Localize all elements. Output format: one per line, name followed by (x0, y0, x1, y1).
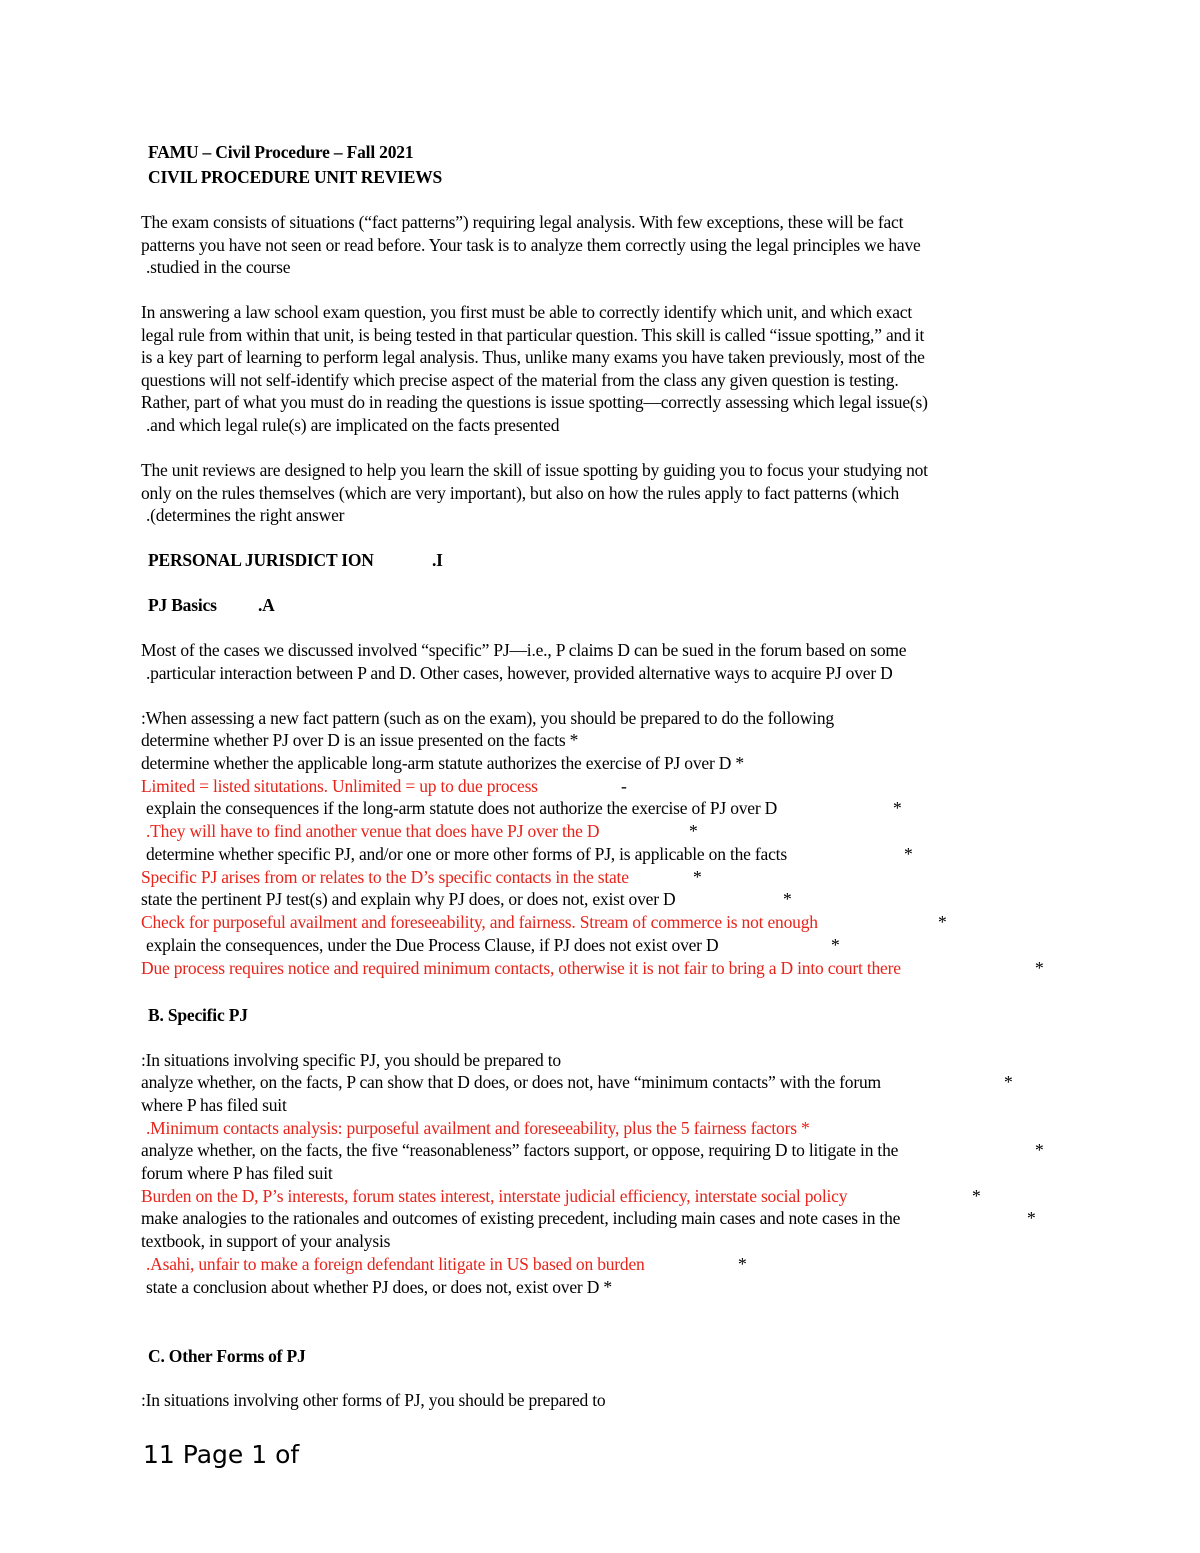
bullet-star: * (972, 1186, 981, 1206)
list-item-note: Limited = listed situtations. Unlimited = up to due process (141, 776, 538, 796)
list-item: analyze whether, on the facts, P can show that D does, or does not, have “minimum contacts” with the forum (141, 1072, 881, 1092)
doc-header-line2: CIVIL PROCEDURE UNIT REVIEWS (148, 167, 443, 187)
intro-p3-line: .(determines the right answer (146, 505, 345, 525)
list-item: textbook, in support of your analysis (141, 1231, 391, 1251)
bullet-star: * (1035, 958, 1044, 978)
list-item: determine whether PJ over D is an issue presented on the facts * (141, 730, 579, 750)
list-item-note: Due process requires notice and required minimum contacts, otherwise it is not fair to bring a D into court there (141, 958, 901, 978)
bullet-star: * (1035, 1140, 1044, 1160)
list-lead: :When assessing a new fact pattern (such as on the exam), you should be prepared to do the following (141, 708, 834, 728)
list-item-note: .They will have to find another venue that does have PJ over the D (146, 821, 600, 841)
intro-p2-line: In answering a law school exam question, you first must be able to correctly identify which unit, and which exact (141, 302, 913, 322)
subsection-heading: B. Specific PJ (148, 1005, 248, 1025)
list-item: analyze whether, on the facts, the five “reasonableness” factors support, or oppose, requiring D to litigate in the (141, 1140, 899, 1160)
subsection-heading: C. Other Forms of PJ (148, 1346, 306, 1366)
intro-p2-line: legal rule from within that unit, is being tested in that particular question. This skill is called “issue spotting,” and it (141, 325, 925, 345)
intro-p2-line: questions will not self-identify which precise aspect of the material from the class any given question is testing. (141, 370, 899, 390)
subsection-heading: PJ Basics (148, 595, 217, 615)
list-item: forum where P has filed suit (141, 1163, 333, 1183)
list-lead: :In situations involving specific PJ, you should be prepared to (141, 1050, 561, 1070)
intro-p3-line: only on the rules themselves (which are very important), but also on how the rules apply to fact patterns (which (141, 483, 900, 503)
list-item: state the pertinent PJ test(s) and explain why PJ does, or does not, exist over D (141, 889, 676, 909)
list-item: where P has filed suit (141, 1095, 287, 1115)
intro-p1-line: patterns you have not seen or read before. Your task is to analyze them correctly using the legal principles we have (141, 235, 921, 255)
bullet-star: * (831, 935, 840, 955)
list-item-note: Specific PJ arises from or relates to the D’s specific contacts in the state (141, 867, 629, 887)
paragraph-line: Most of the cases we discussed involved “specific” PJ—i.e., P claims D can be sued in the forum based on some (141, 640, 907, 660)
intro-p1-line: .studied in the course (146, 257, 291, 277)
list-item: make analogies to the rationales and outcomes of existing precedent, including main cases and note cases in the (141, 1208, 901, 1228)
bullet-star: * (1004, 1072, 1013, 1092)
list-lead: :In situations involving other forms of PJ, you should be prepared to (141, 1390, 606, 1410)
list-item: state a conclusion about whether PJ does, or does not, exist over D * (146, 1277, 612, 1297)
list-item: explain the consequences if the long-arm statute does not authorize the exercise of PJ over D (146, 798, 778, 818)
bullet-star: * (1027, 1208, 1036, 1228)
bullet-star: * (938, 912, 947, 932)
list-item-note: .Minimum contacts analysis: purposeful availment and foreseeability, plus the 5 fairness factors * (146, 1118, 810, 1138)
page-footer: 11 Page 1 of (143, 1440, 300, 1469)
list-item: explain the consequences, under the Due Process Clause, if PJ does not exist over D (146, 935, 719, 955)
intro-p3-line: The unit reviews are designed to help you learn the skill of issue spotting by guiding you to focus your studying not (141, 460, 928, 480)
bullet-star: * (904, 844, 913, 864)
intro-p1-line: The exam consists of situations (“fact patterns”) requiring legal analysis. With few exceptions, these will be fact (141, 212, 904, 232)
intro-p2-line: is a key part of learning to perform legal analysis. Thus, unlike many exams you have taken previously, most of the (141, 347, 925, 367)
intro-p2-line: Rather, part of what you must do in reading the questions is issue spotting—correctly assessing which legal issue(s) (141, 392, 928, 412)
section-number: .I (432, 550, 443, 570)
paragraph-line: .particular interaction between P and D. Other cases, however, provided alternative ways to acquire PJ over D (146, 663, 893, 683)
list-item-note: Check for purposeful availment and foreseeability, and fairness. Stream of commerce is not enough (141, 912, 818, 932)
list-item: determine whether specific PJ, and/or one or more other forms of PJ, is applicable on the facts (146, 844, 787, 864)
intro-p2-line: .and which legal rule(s) are implicated on the facts presented (146, 415, 560, 435)
section-heading: PERSONAL JURISDICT ION (148, 550, 374, 570)
subsection-number: .A (258, 595, 275, 615)
bullet-star: * (783, 889, 792, 909)
bullet-star: * (693, 867, 702, 887)
list-item-note: Burden on the D, P’s interests, forum states interest, interstate judicial efficiency, interstate social policy (141, 1186, 848, 1206)
bullet-star: * (689, 821, 698, 841)
doc-header-line1: FAMU – Civil Procedure – Fall 2021 (148, 142, 414, 162)
dash-marker: - (621, 776, 627, 796)
bullet-star: * (738, 1254, 747, 1274)
bullet-star: * (893, 798, 902, 818)
list-item: determine whether the applicable long-arm statute authorizes the exercise of PJ over D * (141, 753, 744, 773)
list-item-note: .Asahi, unfair to make a foreign defendant litigate in US based on burden (146, 1254, 645, 1274)
